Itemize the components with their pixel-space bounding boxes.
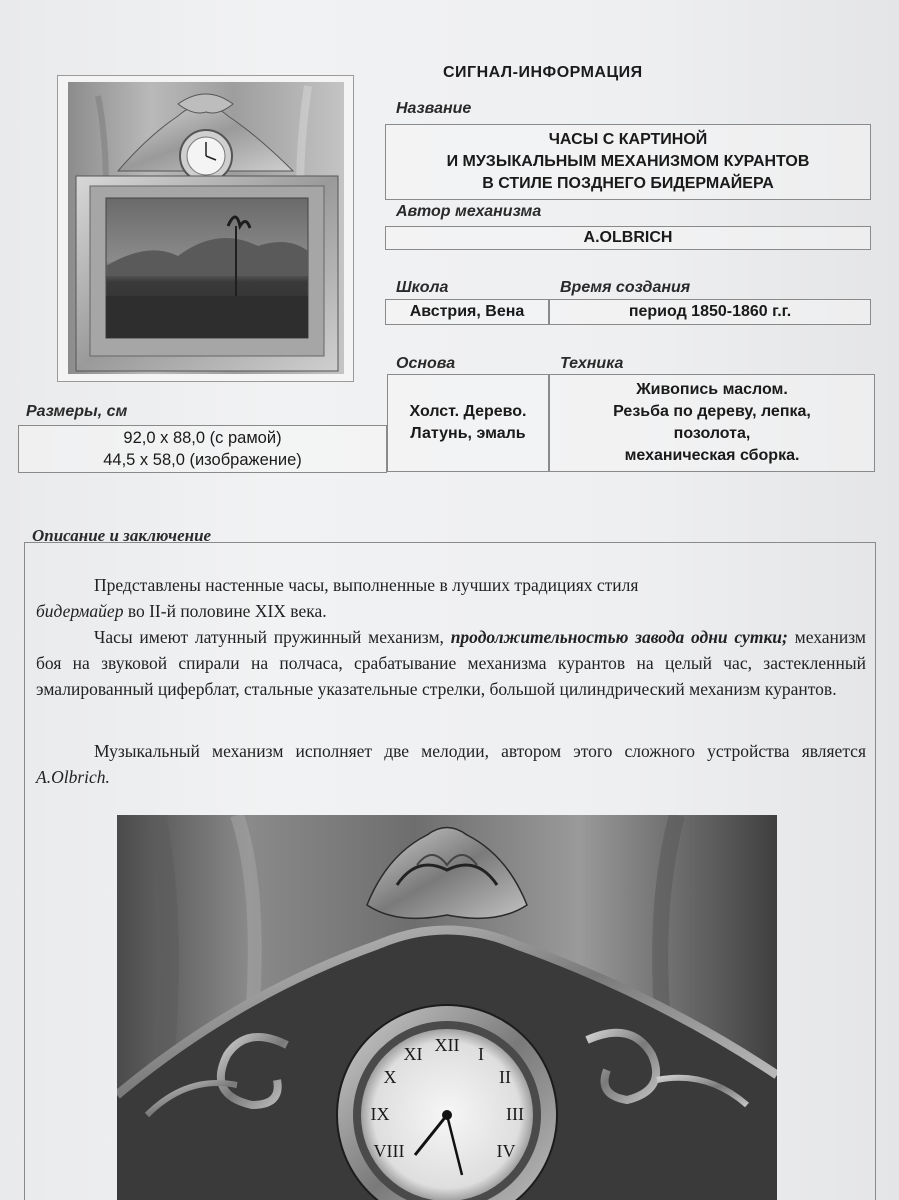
name-value-box [385, 124, 871, 200]
base-line-2: Латунь, эмаль [410, 425, 526, 442]
technique-line-1: Живопись маслом. [636, 381, 788, 398]
school-value-box [385, 299, 549, 325]
p1-italic-term: бидермайер [36, 601, 124, 621]
p2-bold-italic: продолжительностью завода одни сутки; [450, 627, 788, 647]
name-label: Название [396, 100, 472, 117]
school-label: Школа [396, 279, 449, 296]
base-line-1: Холст. Дерево. [409, 403, 527, 420]
technique-line-2: Резьба по дереву, лепка, [613, 403, 811, 420]
time-value: период 1850-1860 г.г. [628, 303, 792, 320]
svg-text:IV: IV [496, 1141, 516, 1161]
description-paragraph-3 [36, 738, 866, 790]
description-heading: Описание и заключение [32, 526, 212, 545]
author-value-box [385, 226, 871, 250]
author-label: Автор механизма [396, 203, 542, 220]
svg-text:VIII: VIII [373, 1141, 405, 1161]
p1-text-a: Представлены настенные часы, выполненные в лучших традициях стиля [94, 575, 639, 595]
svg-text:I: I [478, 1044, 484, 1064]
author-value: A.OLBRICH [583, 229, 673, 246]
p2-text-a: Часы имеют латунный пружинный механизм, [94, 627, 451, 647]
p3-italic-author: A.Olbrich. [36, 767, 110, 787]
name-line-1: ЧАСЫ С КАРТИНОЙ [548, 131, 708, 148]
time-value-box [549, 299, 871, 325]
svg-text:XI: XI [403, 1044, 423, 1064]
description-paragraph-2 [36, 624, 866, 702]
svg-text:III: III [506, 1104, 524, 1124]
name-line-3: В СТИЛЕ ПОЗДНЕГО БИДЕРМАЙЕРА [482, 175, 774, 192]
size-label: Размеры, см [26, 403, 128, 420]
technique-label: Техника [560, 355, 624, 372]
time-label: Время создания [560, 279, 691, 296]
base-value-box [387, 374, 549, 472]
p1-text-c: во II-й половине XIX века. [123, 601, 327, 621]
base-label: Основа [396, 355, 456, 372]
document-title: СИГНАЛ-ИНФОРМАЦИЯ [443, 64, 643, 81]
p3-text-a: Музыкальный механизм исполняет две мелодии, автором этого сложного устройства является [94, 741, 866, 761]
svg-text:X: X [383, 1067, 397, 1087]
clock-thumbnail-photo [57, 75, 354, 382]
school-value: Австрия, Вена [409, 303, 525, 320]
technique-line-4: механическая сборка. [624, 447, 800, 464]
size-line-1: 92,0 х 88,0 (с рамой) [123, 429, 282, 447]
clock-thumbnail-image [58, 76, 353, 381]
svg-text:IX: IX [370, 1104, 390, 1124]
size-value-box [18, 425, 387, 473]
clock-detail-photo [117, 815, 777, 1200]
svg-text:XII: XII [434, 1035, 460, 1055]
description-paragraph-1 [36, 572, 866, 624]
size-line-2: 44,5 х 58,0 (изображение) [103, 451, 302, 469]
svg-text:II: II [499, 1067, 511, 1087]
p2-text-b: механизм боя на звуковой спирали на полчаса, срабатывание механизма курантов на целый час, застекленный эмалированный циферблат, стальные указательные стрелки, большой цилиндрический механизм курантов. [36, 627, 867, 699]
clock-detail-image [117, 815, 777, 1200]
name-line-2: И МУЗЫКАЛЬНЫМ МЕХАНИЗМОМ КУРАНТОВ [446, 153, 810, 170]
technique-value-box [549, 374, 875, 472]
technique-line-3: позолота, [673, 425, 751, 442]
